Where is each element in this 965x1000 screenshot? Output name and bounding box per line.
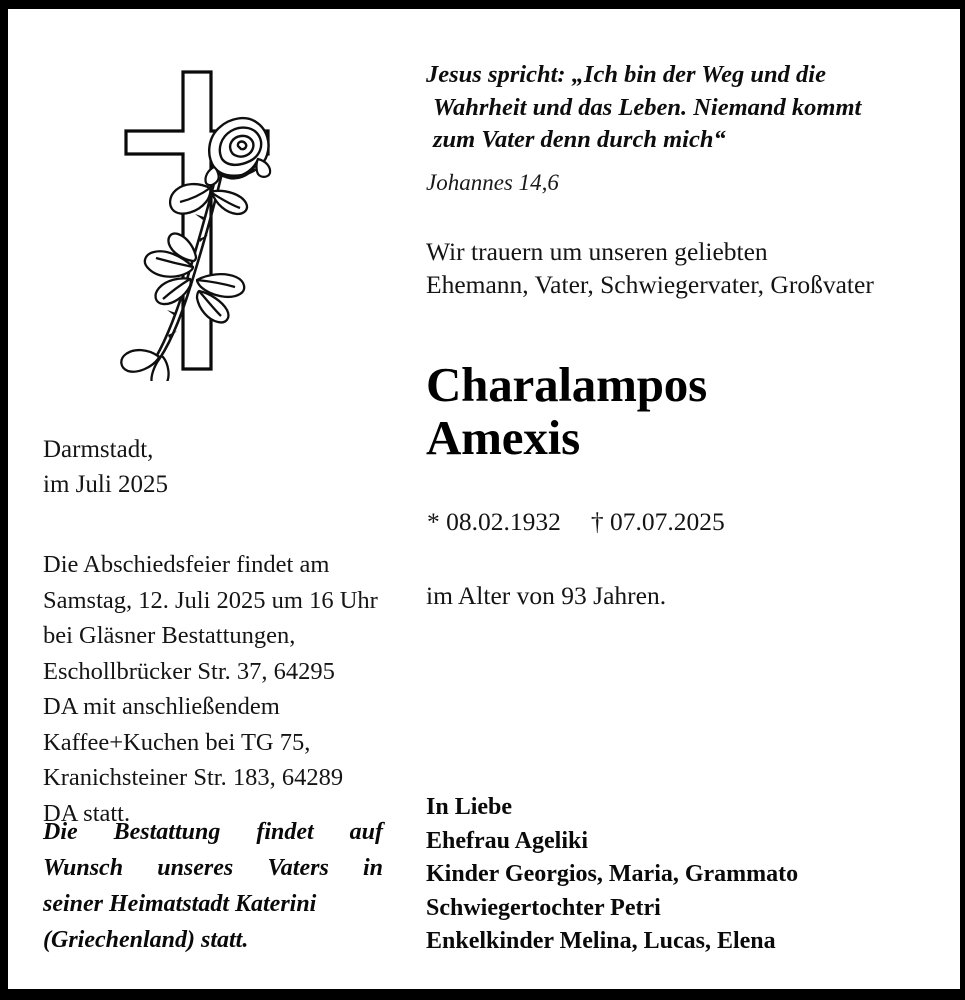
date-line: im Juli 2025 xyxy=(43,471,169,498)
ceremony-line-6: Kaffee+Kuchen bei TG 75, xyxy=(43,728,311,756)
left-column xyxy=(30,9,390,989)
birth-symbol: * xyxy=(427,507,440,536)
scripture-line-3: zum Vater denn durch mich“ xyxy=(433,126,726,153)
ceremony-details-block xyxy=(43,547,391,831)
mourning-line-2: Ehemann, Vater, Schwiegervater, Großvater xyxy=(426,270,874,299)
right-column xyxy=(426,9,956,989)
family-line-5: Enkelkinder Melina, Lucas, Elena xyxy=(426,928,776,954)
ceremony-line-7: Kranichsteiner Str. 183, 64289 xyxy=(43,764,344,791)
mourning-statement xyxy=(426,235,956,301)
mourning-line-1: Wir trauern um unseren geliebten xyxy=(426,237,768,266)
scripture-quote xyxy=(426,59,946,157)
burial-line-3: seiner Heimatstadt Katerini xyxy=(43,891,317,917)
family-signature-block xyxy=(426,791,946,959)
age-statement: im Alter von 93 Jahren. xyxy=(426,581,667,610)
ceremony-line-3: bei Gläsner Bestattungen, xyxy=(43,622,296,649)
ceremony-line-2: Samstag, 12. Juli 2025 um 16 Uhr xyxy=(43,586,378,614)
deceased-first-name: Charalampos xyxy=(426,357,707,412)
family-line-1: In Liebe xyxy=(426,794,513,820)
place-line: Darmstadt, xyxy=(43,436,154,463)
ceremony-line-5: DA mit anschließendem xyxy=(43,693,280,720)
death-date: 07.07.2025 xyxy=(610,507,725,536)
scripture-line-2: Wahrheit und das Leben. Niemand kommt xyxy=(433,93,862,121)
notice-inner xyxy=(8,9,960,989)
deceased-last-name: Amexis xyxy=(426,410,580,465)
ceremony-line-4: Eschollbrücker Str. 37, 64295 xyxy=(43,657,335,685)
burial-line-2: Wunsch unseres Vaters in xyxy=(43,855,383,881)
family-line-3: Kinder Georgios, Maria, Grammato xyxy=(426,861,799,887)
scripture-reference: Johannes 14,6 xyxy=(426,170,559,195)
place-and-date-block xyxy=(43,432,383,502)
ceremony-line-8: DA statt. xyxy=(43,799,131,827)
death-symbol: † xyxy=(590,507,604,536)
life-dates xyxy=(427,507,725,537)
deceased-name xyxy=(426,358,946,464)
birth-date: 08.02.1932 xyxy=(446,507,561,536)
scripture-line-1: Jesus spricht: „Ich bin der Weg und die xyxy=(426,61,826,88)
cross-with-rose-icon xyxy=(98,51,288,381)
burial-line-1: Die Bestattung findet auf xyxy=(43,819,383,845)
burial-note-block xyxy=(43,814,383,958)
ceremony-line-1: Die Abschiedsfeier findet am xyxy=(43,551,330,578)
burial-line-4: (Griechenland) statt. xyxy=(43,927,249,953)
family-line-2: Ehefrau Ageliki xyxy=(426,827,589,854)
family-line-4: Schwiegertochter Petri xyxy=(426,894,661,921)
